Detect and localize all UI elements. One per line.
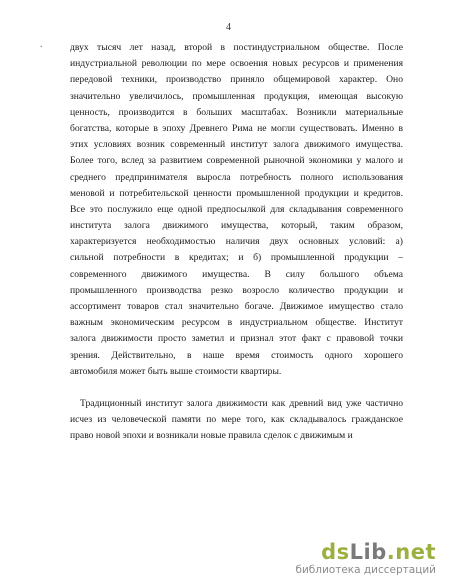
- dslib-logo: [321, 541, 436, 563]
- text-line: современного движимого имущества. В силу большого объема: [70, 268, 403, 280]
- paragraph-1: [70, 40, 403, 380]
- paragraph-gap: [70, 380, 403, 396]
- margin-mark: .: [40, 39, 43, 50]
- text-line: Все это послужило еще одной предпосылкой для складывания современного: [70, 203, 403, 215]
- text-line: передовой техники, производство приняло общемировой характер. Оно: [70, 74, 403, 86]
- text-line: важным экономическим ресурсом в индустриальном обществе. Институт: [70, 317, 403, 329]
- text-line: право новой эпохи и возникали новые правила сделок с движимым и: [70, 430, 353, 442]
- text-line: промышленного производства резко возросло количество продукции и: [70, 284, 403, 296]
- text-line: богатства, которые в эпоху Древнего Рима не могли существовать. Именно в: [70, 122, 403, 134]
- text-line: Традиционный институт залога движимости как древний вид уже частично: [80, 397, 403, 409]
- text-line: значительно увеличилось, промышленная продукция, имеющая высокую: [70, 90, 403, 102]
- text-line: исчез из человеческой памяти по мере того, как складывалось гражданское: [70, 414, 403, 426]
- text-line: института залога движимого имущества, который, таким образом,: [70, 220, 403, 232]
- logo-net: .net: [386, 540, 436, 564]
- text-line: среднего предпринимателя выросла потребность полного использования: [70, 171, 403, 183]
- text-line: ассортимент товаров стал значительно богаче. Движимое имущество стало: [70, 301, 403, 312]
- body-text: [70, 40, 403, 445]
- logo-subtitle: библиотека диссертаций: [295, 564, 436, 576]
- paragraph-2: [70, 396, 403, 445]
- text-line: двух тысяч лет назад, второй в постиндустриальном обществе. После: [70, 42, 403, 53]
- text-line: индустриальной революции по мере освоения новых ресурсов и применения: [70, 58, 403, 70]
- page-number: 4: [226, 22, 231, 33]
- text-line: этих условиях возник современный институт залога движимого имущества.: [70, 139, 403, 151]
- text-line: ценность, производится в больших масштабах. Возникли материальные: [70, 106, 403, 118]
- text-line: меновой и потребительской ценности промышленной продукции и кредитов.: [70, 187, 403, 199]
- logo-lib: Lib: [349, 540, 387, 564]
- text-line: автомобиля может быть выше стоимости квартиры.: [70, 365, 282, 377]
- text-line: зрения. Действительно, в наше время стоимость одного хорошего: [70, 349, 403, 361]
- text-line: залога движимости просто заметил и признал этот факт с правовой точки: [70, 333, 403, 345]
- text-line: характеризуется необходимостью наличия двух основных условий: а): [70, 236, 403, 248]
- logo-ds: ds: [321, 540, 350, 564]
- text-line: Более того, вслед за развитием современной рыночной экономики у малого и: [70, 155, 403, 167]
- text-line: сильной потребности в кредитах; и б) промышленной продукции –: [70, 252, 403, 264]
- dslib-watermark: [295, 541, 436, 576]
